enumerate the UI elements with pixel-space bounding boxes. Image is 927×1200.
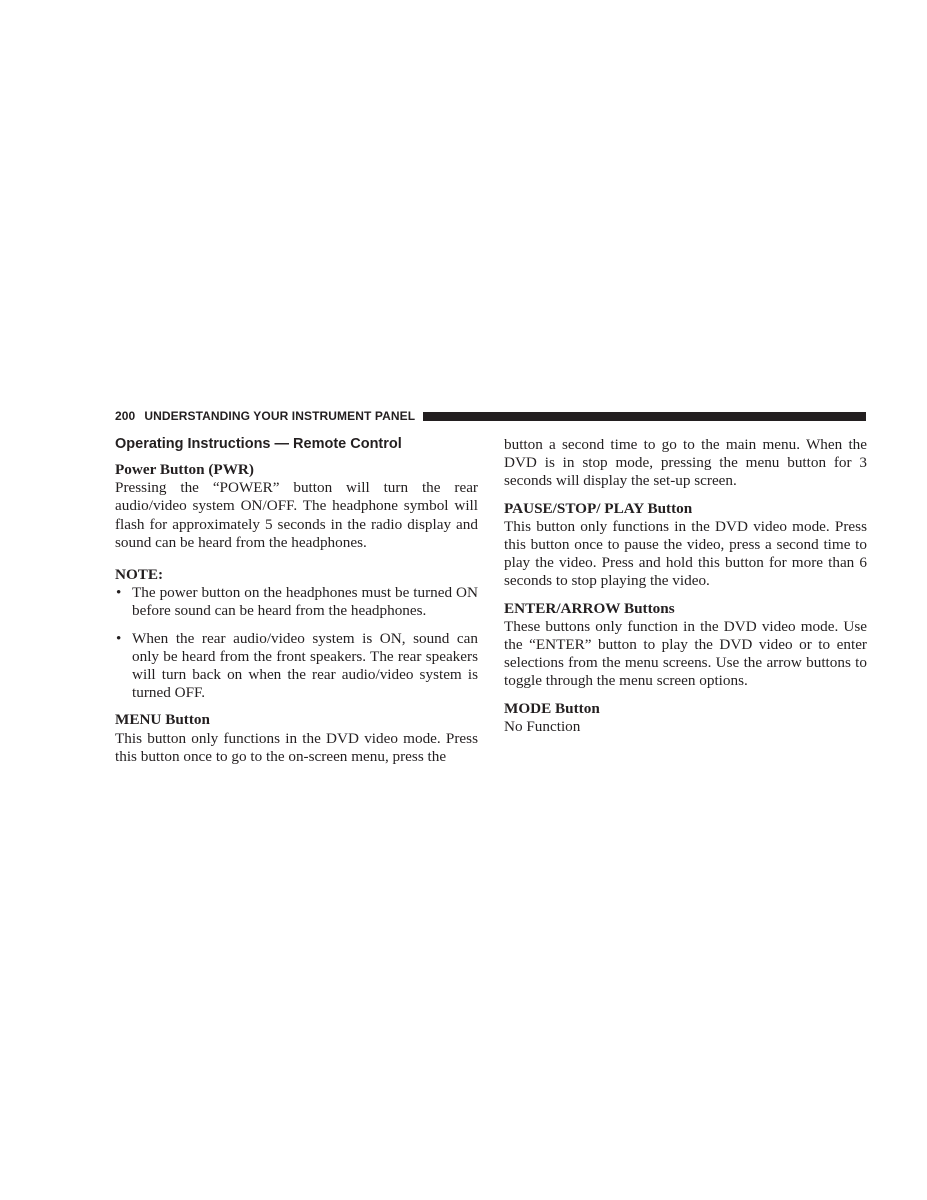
power-button-body: Pressing the “POWER” button will turn the rear audio/video system ON/OFF. The headphone symbol will flash for approximately 5 seconds in the radio display and sound can be heard from the headphones. (115, 479, 478, 551)
menu-button-body: This button only functions in the DVD video mode. Press this button once to go to the on-screen menu, press the (115, 729, 478, 765)
page-number: 200 (115, 409, 136, 423)
page-header (115, 408, 866, 424)
menu-button-body-continued: button a second time to go to the main menu. When the DVD is in stop mode, pressing the menu button for 3 seconds will display the set-up screen. (504, 436, 867, 490)
note-label: NOTE: (115, 566, 164, 584)
right-column (504, 436, 867, 745)
mode-button-body: No Function (504, 717, 581, 735)
note-bullet-2: • When the rear audio/video system is ON, sound can only be heard from the front speakers. The rear speakers will turn back on when the rear audio/video system is turned OFF. (115, 630, 478, 703)
menu-button-continued (504, 436, 867, 491)
pause-button-body: This button only functions in the DVD video mode. Press this button once to pause the video, press a second time to play the video. Press and hold this button for more than 6 seconds to stop playing the video. (504, 517, 867, 590)
pause-button-section (504, 500, 867, 591)
enter-arrow-title: ENTER/ARROW Buttons (504, 599, 675, 617)
left-column (115, 434, 478, 775)
section-heading: Operating Instructions — Remote Control (115, 436, 402, 452)
pause-button-title: PAUSE/STOP/ PLAY Button (504, 499, 693, 517)
power-button-title: Power Button (PWR) (115, 461, 254, 478)
menu-button-title: MENU Button (115, 711, 210, 729)
menu-button-section (115, 711, 478, 766)
note-list (115, 584, 478, 702)
power-button-section (115, 461, 478, 552)
mode-button-section (504, 700, 867, 736)
note-bullet-1: • The power button on the headphones must be turned ON before sound can be heard from the headphones. (115, 584, 478, 620)
header-rule (423, 412, 866, 421)
enter-arrow-section (504, 600, 867, 691)
mode-button-title: MODE Button (504, 699, 600, 717)
section-title: UNDERSTANDING YOUR INSTRUMENT PANEL (144, 409, 416, 423)
enter-arrow-body: These buttons only function in the DVD video mode. Use the “ENTER” button to play the DVD video or to enter selections from the menu screens. Use the arrow buttons to toggle through the menu screen options. (504, 617, 867, 690)
